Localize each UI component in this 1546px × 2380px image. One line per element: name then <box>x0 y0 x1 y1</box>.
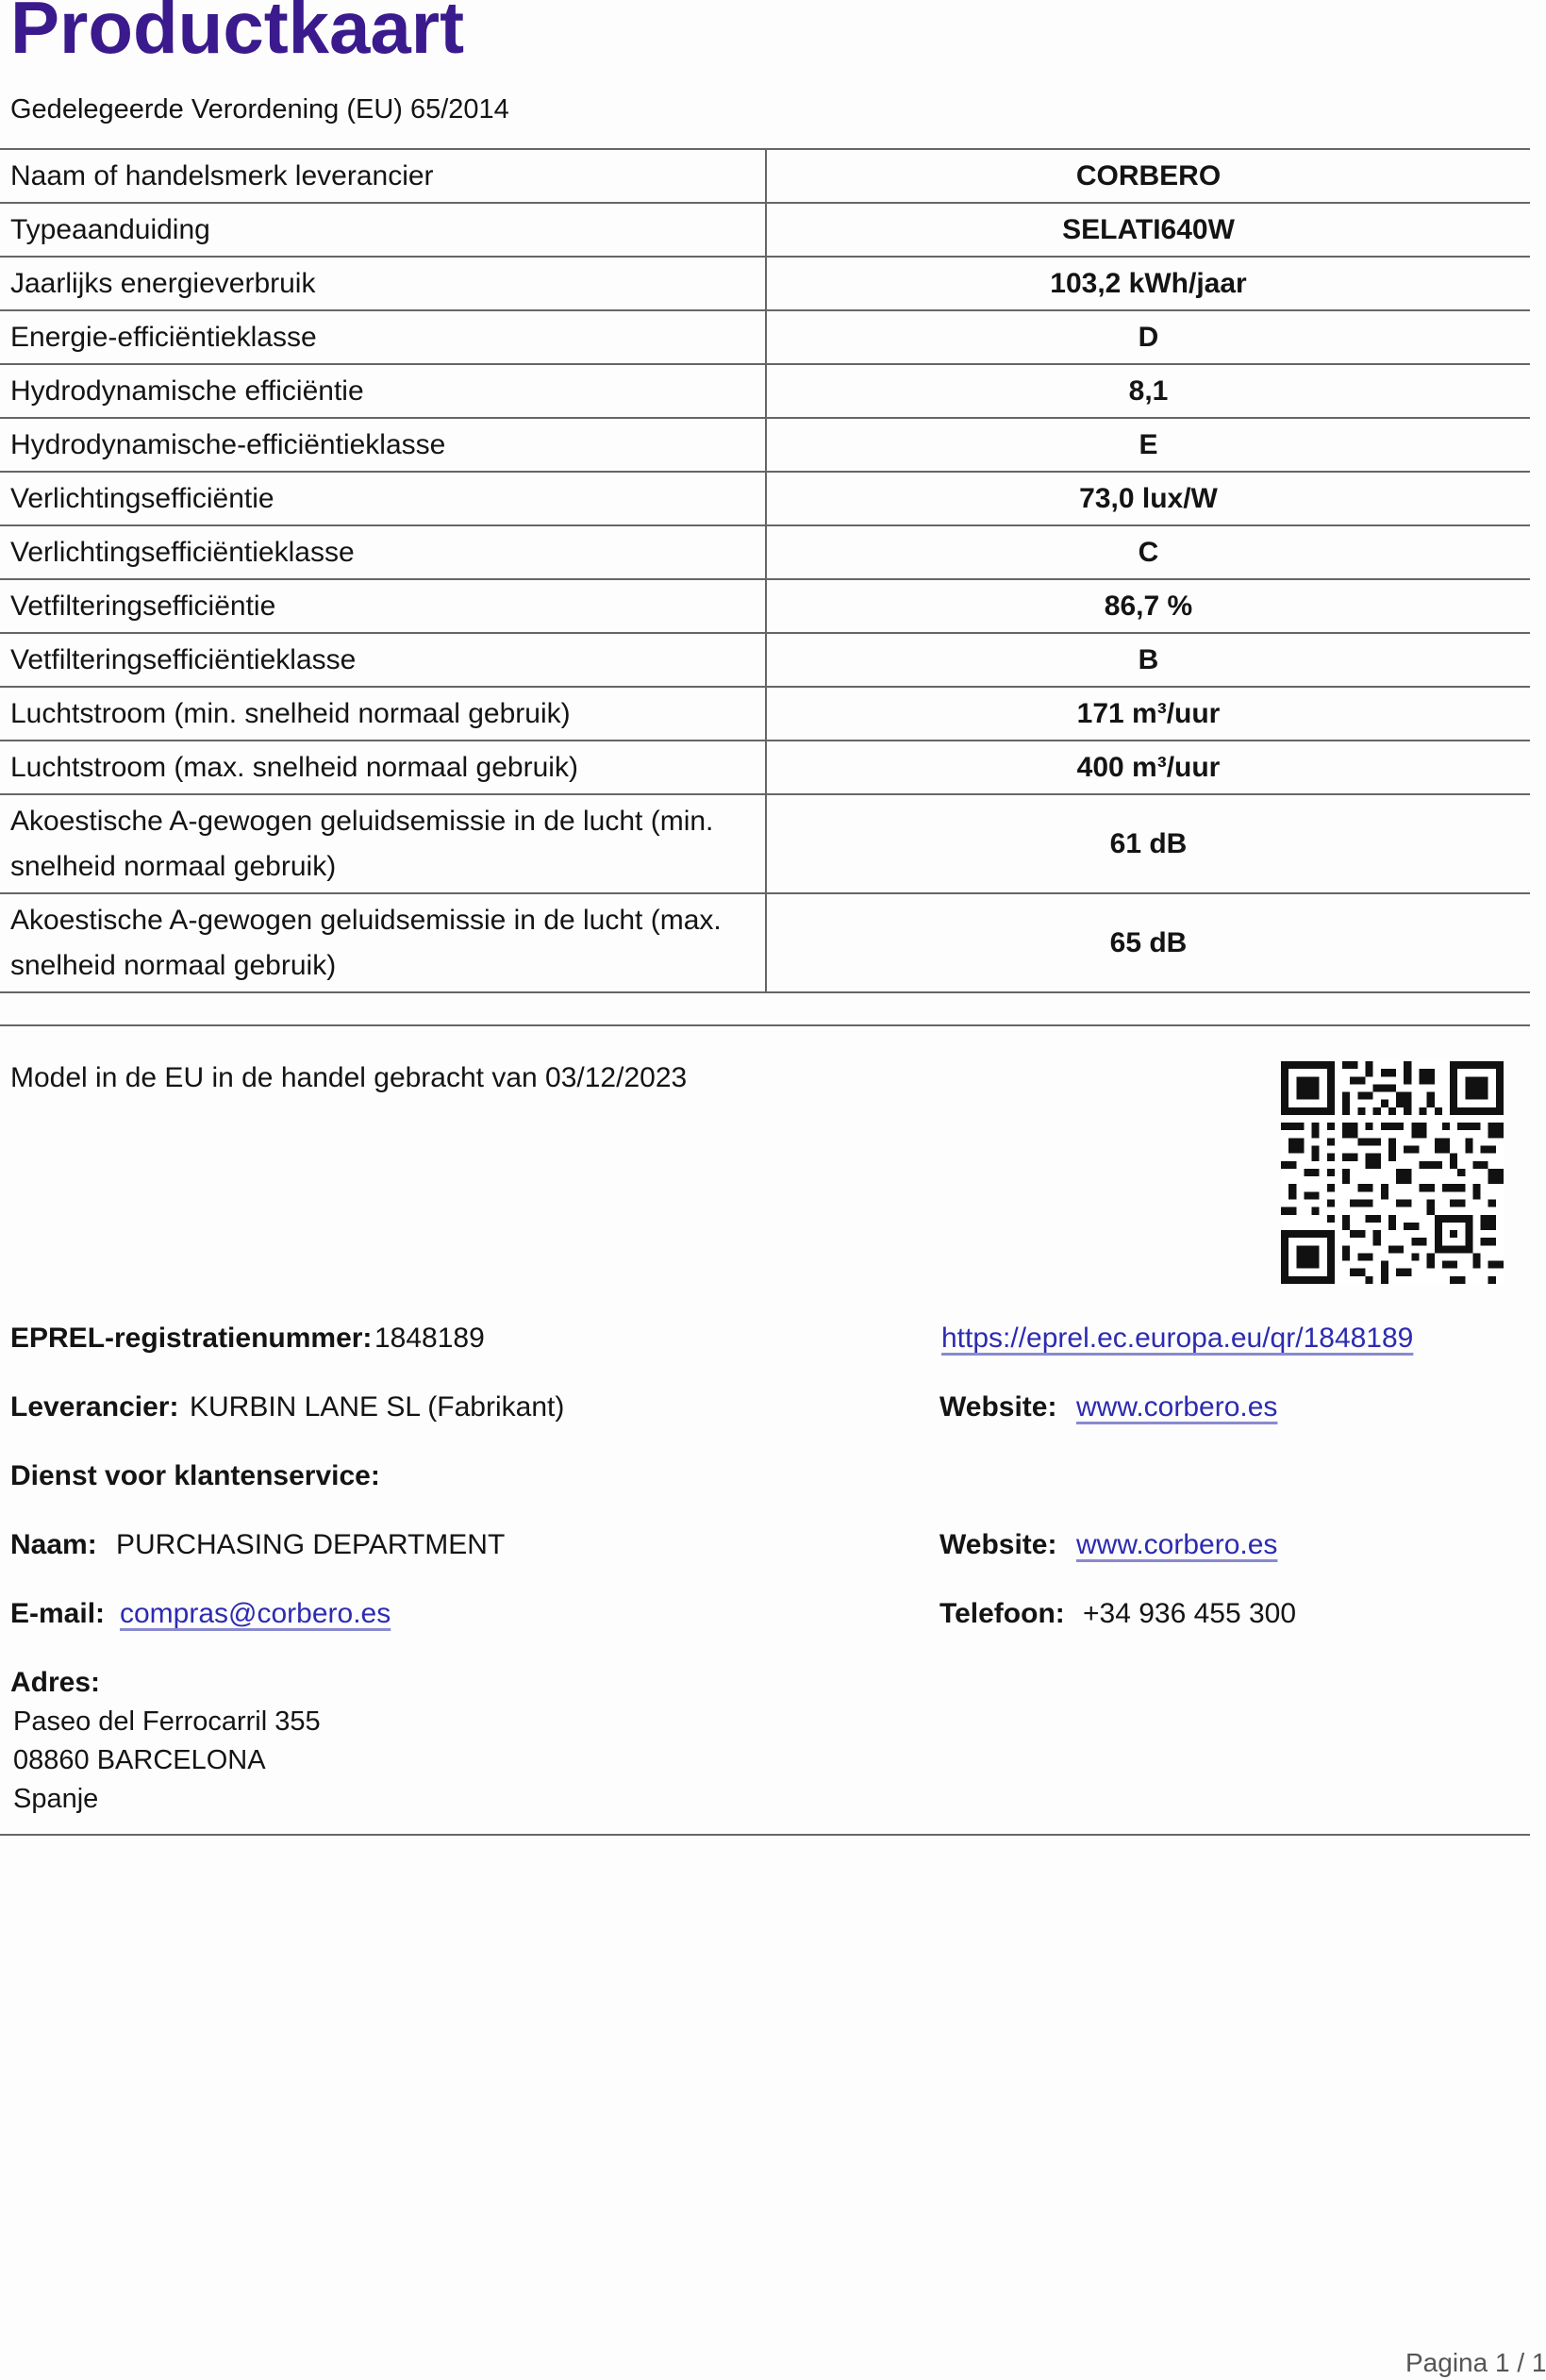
qr-code-icon[interactable] <box>1281 1061 1504 1284</box>
contact-name-label: Naam: <box>10 1529 97 1560</box>
table-row <box>0 893 1530 992</box>
eprel-link[interactable]: https://eprel.ec.europa.eu/qr/1848189 <box>941 1323 1414 1354</box>
row-label: Hydrodynamische-efficiëntieklasse <box>0 418 766 472</box>
supplier-name: KURBIN LANE SL (Fabrikant) <box>190 1391 565 1423</box>
table-row <box>0 364 1530 418</box>
supplier-website-label: Website: <box>939 1391 1057 1423</box>
product-spec-table <box>0 148 1530 993</box>
row-value: CORBERO <box>766 149 1530 203</box>
row-value: 61 dB <box>766 794 1530 893</box>
table-row <box>0 525 1530 579</box>
section-divider <box>0 1024 1530 1026</box>
row-label: Vetfilteringsefficiëntie <box>0 579 766 633</box>
row-label: Akoestische A-gewogen geluidsemissie in de lucht (min. snelheid normaal gebruik) <box>0 794 766 893</box>
phone-label: Telefoon: <box>939 1598 1065 1629</box>
row-value: 171 m³/uur <box>766 687 1530 741</box>
page-number: Pagina 1 / 1 <box>1405 2348 1546 2377</box>
table-row <box>0 203 1530 257</box>
row-label: Vetfilteringsefficiëntieklasse <box>0 633 766 687</box>
supplier-label: Leverancier: <box>10 1391 179 1423</box>
eprel-label: EPREL-registratienummer: <box>10 1323 373 1354</box>
table-row <box>0 149 1530 203</box>
email-link[interactable]: compras@corbero.es <box>120 1598 391 1629</box>
regulation-subtitle: Gedelegeerde Verordening (EU) 65/2014 <box>10 94 509 125</box>
row-label: Akoestische A-gewogen geluidsemissie in de lucht (max. snelheid normaal gebruik) <box>0 893 766 992</box>
table-row <box>0 633 1530 687</box>
row-label: Jaarlijks energieverbruik <box>0 257 766 310</box>
row-value: B <box>766 633 1530 687</box>
row-value: 86,7 % <box>766 579 1530 633</box>
service-website-label: Website: <box>939 1529 1057 1560</box>
row-label: Naam of handelsmerk leverancier <box>0 149 766 203</box>
row-value: E <box>766 418 1530 472</box>
table-row <box>0 794 1530 893</box>
row-value: 73,0 lux/W <box>766 472 1530 525</box>
table-row <box>0 741 1530 794</box>
address-line: 08860 BARCELONA <box>13 1745 266 1775</box>
row-label: Energie-efficiëntieklasse <box>0 310 766 364</box>
address-line: Paseo del Ferrocarril 355 <box>13 1706 321 1737</box>
row-label: Verlichtingsefficiëntie <box>0 472 766 525</box>
row-label: Hydrodynamische efficiëntie <box>0 364 766 418</box>
contact-name: PURCHASING DEPARTMENT <box>116 1529 506 1560</box>
customer-service-heading: Dienst voor klantenservice: <box>10 1460 380 1491</box>
row-label: Typeaanduiding <box>0 203 766 257</box>
table-row <box>0 257 1530 310</box>
row-label: Luchtstroom (min. snelheid normaal gebruik) <box>0 687 766 741</box>
row-value: SELATI640W <box>766 203 1530 257</box>
row-value: 65 dB <box>766 893 1530 992</box>
row-value: D <box>766 310 1530 364</box>
row-label: Verlichtingsefficiëntieklasse <box>0 525 766 579</box>
row-value: 103,2 kWh/jaar <box>766 257 1530 310</box>
table-row <box>0 472 1530 525</box>
address-block <box>13 1703 321 1819</box>
table-row <box>0 579 1530 633</box>
phone-number: +34 936 455 300 <box>1083 1598 1297 1629</box>
model-placed-on-market-text: Model in de EU in de handel gebracht van 03/12/2023 <box>10 1062 688 1093</box>
table-row <box>0 418 1530 472</box>
row-value: 400 m³/uur <box>766 741 1530 794</box>
supplier-website-link[interactable]: www.corbero.es <box>1076 1391 1278 1423</box>
row-value: 8,1 <box>766 364 1530 418</box>
email-label: E-mail: <box>10 1598 106 1629</box>
table-row <box>0 687 1530 741</box>
row-label: Luchtstroom (max. snelheid normaal gebruik) <box>0 741 766 794</box>
row-value: C <box>766 525 1530 579</box>
service-website-link[interactable]: www.corbero.es <box>1076 1529 1278 1560</box>
address-line: Spanje <box>13 1784 99 1814</box>
section-divider <box>0 1834 1530 1836</box>
table-row <box>0 310 1530 364</box>
eprel-number: 1848189 <box>374 1323 485 1354</box>
page-title: Productkaart <box>10 0 465 69</box>
address-label: Adres: <box>10 1667 101 1698</box>
